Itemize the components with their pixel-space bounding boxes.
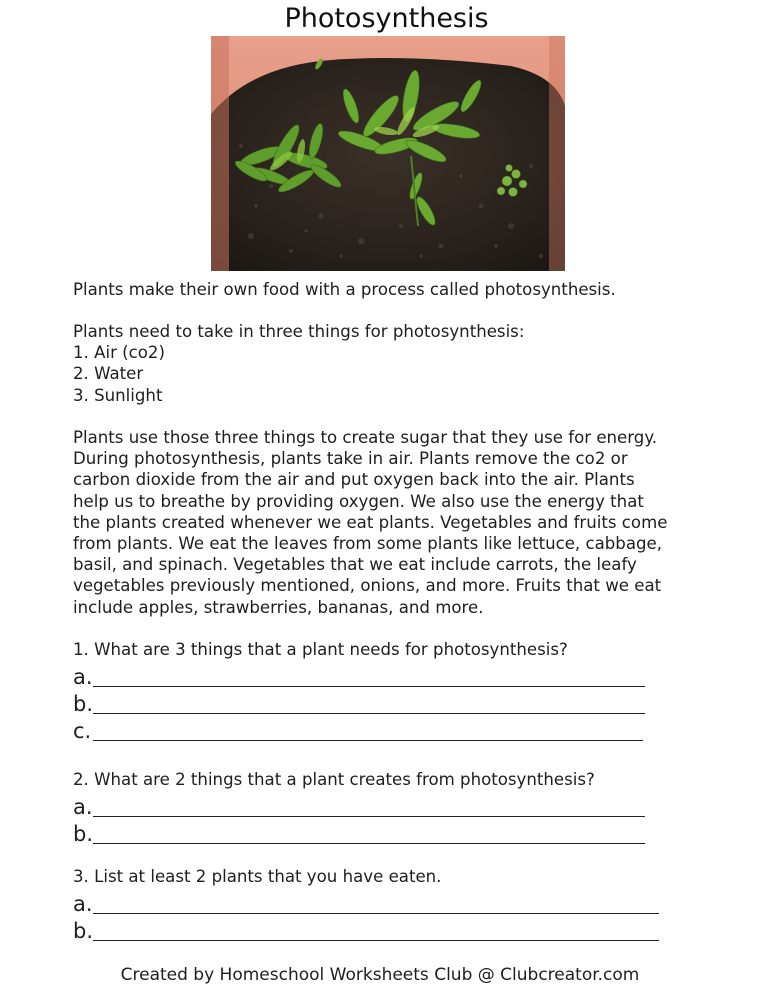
page-title: Photosynthesis xyxy=(284,3,489,34)
answer-line-3b[interactable] xyxy=(73,915,661,941)
question-2: 2. What are 2 things that a plant creates from photosynthesis? xyxy=(73,770,595,789)
paragraph-line: carbon dioxide from the air and put oxygen back into the air. Plants xyxy=(73,470,635,490)
footer-credit: Created by Homeschool Worksheets Club @ Clubcreator.com xyxy=(120,965,640,985)
paragraph-line: include apples, strawberries, bananas, and more. xyxy=(73,597,484,617)
paragraph-line: Plants use those three things to create sugar that they use for energy. xyxy=(73,428,658,447)
answer-line-1b[interactable] xyxy=(73,688,645,714)
answer-line-1c[interactable] xyxy=(73,715,645,741)
question-1: 1. What are 3 things that a plant needs for photosynthesis? xyxy=(73,640,568,659)
intro-text: Plants make their own food with a process called photosynthesis. xyxy=(73,280,616,299)
question-3: 3. List at least 2 plants that you have eaten. xyxy=(73,867,442,886)
blank-line xyxy=(93,913,659,914)
answer-letter: b. xyxy=(73,692,94,716)
paragraph-line: the plants created whenever we eat plants. Vegetables and fruits come xyxy=(73,512,668,532)
answer-letter: c. xyxy=(73,719,92,743)
paragraph-line: vegetables previously mentioned, onions, and more. Fruits that we eat xyxy=(73,576,662,596)
blank-line xyxy=(93,940,659,941)
answer-letter: a. xyxy=(73,665,93,689)
body-paragraph xyxy=(73,427,733,618)
answer-letter: a. xyxy=(73,795,93,819)
needs-item: 2. Water xyxy=(73,364,144,384)
plant-photo xyxy=(211,36,565,271)
blank-line xyxy=(93,843,645,844)
answer-line-3a[interactable] xyxy=(73,888,661,914)
answer-line-2a[interactable] xyxy=(73,791,645,817)
paragraph-line: During photosynthesis, plants take in air. Plants remove the co2 or xyxy=(73,449,628,469)
answer-letter: b. xyxy=(73,822,94,846)
answer-letter: a. xyxy=(73,892,93,916)
paragraph-line: help us to breathe by providing oxygen. We also use the energy that xyxy=(73,491,644,511)
needs-heading: Plants need to take in three things for photosynthesis: xyxy=(73,322,525,341)
answer-line-1a[interactable] xyxy=(73,661,645,687)
needs-item: 1. Air (co2) xyxy=(73,343,165,363)
blank-line xyxy=(93,740,643,741)
answer-letter: b. xyxy=(73,919,94,943)
blank-line xyxy=(93,686,645,687)
needs-item: 3. Sunlight xyxy=(73,385,163,405)
paragraph-line: from plants. We eat the leaves from some plants like lettuce, cabbage, xyxy=(73,533,663,553)
answer-line-2b[interactable] xyxy=(73,818,645,844)
needs-section xyxy=(73,321,733,406)
blank-line xyxy=(93,816,645,817)
blank-line xyxy=(93,713,645,714)
paragraph-line: basil, and spinach. Vegetables that we eat include carrots, the leafy xyxy=(73,555,637,575)
